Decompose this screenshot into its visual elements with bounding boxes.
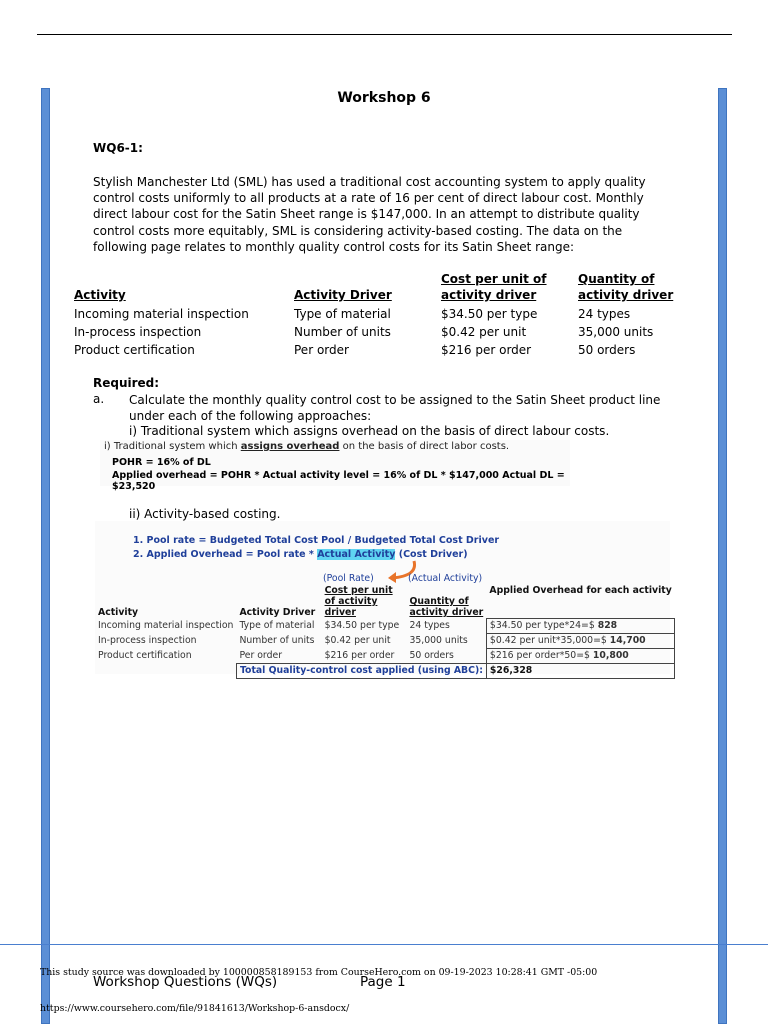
abc-applied-cell [486,618,674,633]
abc-step-2-highlight: Actual Activity [317,549,396,560]
abc-applied-cell [486,633,674,648]
abc-cell: 35,000 units [409,635,468,646]
abc-total-label: Total Quality-control cost applied (using ABC): [236,663,486,678]
download-note: This study source was downloaded by 100000858189153 from CourseHero.com on 09-19-2023 10:28:41 GMT -05:00 [40,967,598,978]
cell: $216 per order [441,343,532,357]
cell: Per order [294,343,349,357]
cell: 35,000 units [578,325,654,339]
abc-cell: $34.50 per type [324,620,400,631]
abc-step-1: 1. Pool rate = Budgeted Total Cost Pool / Budgeted Total Cost Driver [133,535,500,546]
abc-col-cost: Cost per unit of activity driver [324,585,393,618]
abc-cell: Incoming material inspection [98,620,234,631]
abc-col-applied: Applied Overhead for each activity [489,585,672,596]
abc-header-row [95,585,675,618]
sub-item-ii: ii) Activity-based costing. [129,507,281,521]
image1-line1-suffix: on the basis of direct labor costs. [339,441,510,452]
abc-blank [95,663,236,678]
left-margin-bar [41,88,50,1024]
cell: Type of material [294,307,391,321]
abc-applied-formula: $0.42 per unit*35,000=$ [489,635,610,646]
footer-title: Workshop Questions (WQs) [93,974,278,990]
abc-col-activity: Activity [98,607,139,618]
right-margin-bar [718,88,727,1024]
cell: Number of units [294,325,391,339]
required-label: Required: [93,376,160,390]
col-cost: Cost per unit of activity driver [441,272,547,302]
page-title: Workshop 6 [337,90,431,106]
abc-col-quantity: Quantity of activity driver [409,596,484,618]
source-url[interactable]: https://www.coursehero.com/file/91841613/Workshop-6-ansdocx/ [40,1003,350,1014]
cell: $0.42 per unit [441,325,527,339]
image1-line2: POHR = 16% of DL [112,457,211,468]
abc-row [95,633,675,648]
item-text: Calculate the monthly quality control cost to be assigned to the Satin Sheet product line under each of the following approaches: [129,393,661,423]
abc-applied-value: 14,700 [609,635,646,646]
abc-applied-formula: $34.50 per type*24=$ [489,620,598,631]
page-number: Page 1 [360,974,406,990]
table-row [74,321,694,339]
question-paragraph: Stylish Manchester Ltd (SML) has used a traditional cost accounting system to apply quality control costs uniformly to all products at a rate of 16 per cent of direct labour cost. Monthly direct labour cost for the Satin Sheet range is $147,000. In an attempt to distribute quality control costs more equitably, SML is considering activity-based costing. The data on the following page relates to monthly quality control costs for its Satin Sheet range: [93,175,646,254]
top-divider [37,34,732,35]
image1-line1 [104,441,509,452]
abc-applied-cell [486,648,674,663]
question-id: WQ6-1: [93,141,143,155]
abc-step-2-prefix: 2. Applied Overhead = Pool rate * [133,549,318,560]
sub-item-i: i) Traditional system which assigns overhead on the basis of direct labour costs. [129,424,610,438]
item-letter: a. [93,392,105,406]
actual-activity-note: (Actual Activity) [408,573,483,584]
traditional-answer-image [100,440,570,492]
abc-row [95,648,675,663]
abc-step-2-suffix: (Cost Driver) [395,549,468,560]
abc-cell: 24 types [409,620,450,631]
table-header-row [74,271,694,303]
table-row [74,303,694,321]
abc-cell: Product certification [98,650,192,661]
image1-line3: Applied overhead = POHR * Actual activity level = 16% of DL * $147,000 Actual DL = $23,520 [112,470,565,492]
abc-col-driver: Activity Driver [239,607,316,618]
cell: 50 orders [578,343,636,357]
abc-step-2 [133,548,499,562]
image1-line1-bold: assigns overhead [240,441,340,452]
abc-cell: 50 orders [409,649,454,661]
abc-total-value: $26,328 [486,663,674,678]
image1-line1-prefix: i) Traditional system which [104,441,241,452]
cell: 24 types [578,307,631,321]
abc-applied-formula: $216 per order*50=$ [489,650,593,661]
abc-row [95,618,675,633]
abc-table [95,585,675,679]
abc-cell: $216 per order [324,649,395,661]
col-activity: Activity [74,288,126,302]
col-driver: Activity Driver [294,288,392,302]
col-quantity: Quantity of activity driver [578,272,674,302]
abc-cell: In-process inspection [98,635,197,646]
data-table [74,271,694,357]
abc-cell: Per order [239,649,283,661]
cell: In-process inspection [74,325,202,339]
abc-applied-value: 10,800 [592,650,629,661]
cell: Incoming material inspection [74,307,249,321]
footer-divider [0,944,768,945]
abc-cell: $0.42 per unit [324,635,391,646]
abc-applied-value: 828 [597,620,618,631]
table-row [74,339,694,357]
abc-steps [133,534,499,562]
abc-cell: Type of material [239,620,315,631]
abc-answer-image [95,521,670,674]
cell: Product certification [74,343,195,357]
cell: $34.50 per type [441,307,538,321]
abc-cell: Number of units [239,635,315,646]
pool-rate-note: (Pool Rate) [323,573,374,584]
abc-total-row [95,663,675,678]
